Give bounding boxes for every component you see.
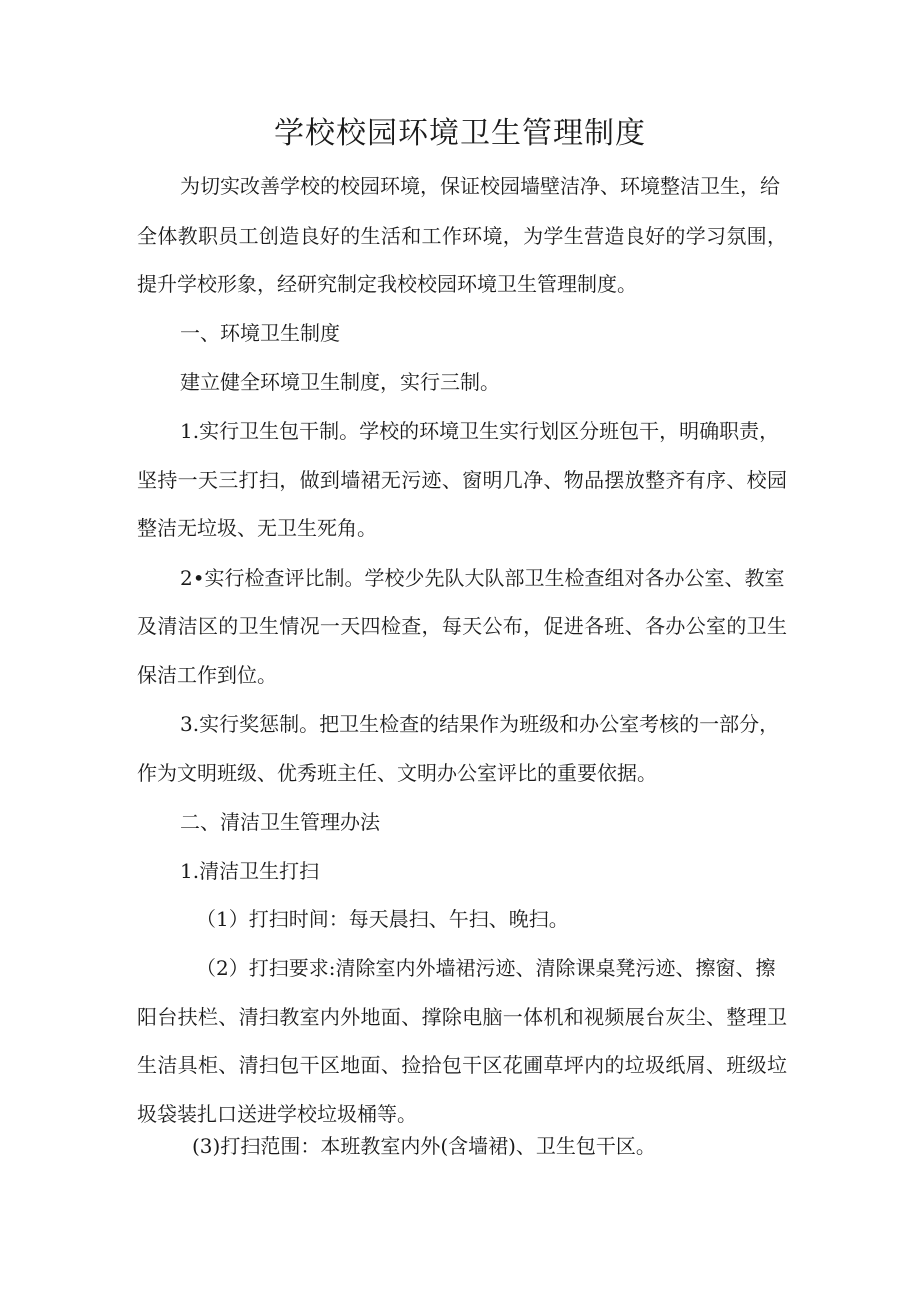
paragraph-line: （1）打扫时间：每天晨扫、午扫、晚扫。 [196, 907, 569, 931]
section-heading: 二、清洁卫生管理办法 [180, 810, 380, 834]
paragraph-line: 圾袋装扎口送进学校垃圾桶等。 [137, 1102, 417, 1126]
paragraph-line: 提升学校形象，经研究制定我校校园环境卫生管理制度。 [137, 272, 637, 296]
paragraph-line: 建立健全环境卫生制度，实行三制。 [180, 370, 500, 394]
paragraph-line: 生洁具柜、清扫包干区地面、捡拾包干区花圃草坪内的垃圾纸屑、班级垃 [137, 1053, 787, 1077]
paragraph-line: 坚持一天三打扫，做到墙裙无污迹、窗明几净、物品摆放整齐有序、校园 [137, 468, 787, 492]
paragraph-line: 保洁工作到位。 [137, 663, 277, 687]
paragraph-line: 1.实行卫生包干制。学校的环境卫生实行划区分班包干，明确职责， [180, 419, 780, 443]
paragraph-line: 为切实改善学校的校园环境，保证校园墙壁洁净、环境整洁卫生，给 [180, 174, 780, 198]
section-heading: 一、环境卫生制度 [180, 321, 340, 345]
paragraph-line: 整洁无垃圾、无卫生死角。 [137, 516, 377, 540]
paragraph-line: (3)打扫范围：本班教室内外(含墙裙)、卫生包干区。 [192, 1134, 656, 1158]
paragraph-line: 及清洁区的卫生情况一天四检查，每天公布，促进各班、各办公室的卫生 [137, 614, 787, 638]
document-title: 学校校园环境卫生管理制度 [274, 116, 646, 151]
paragraph-line: 作为文明班级、优秀班主任、文明办公室评比的重要依据。 [137, 761, 657, 785]
paragraph-line: 全体教职员工创造良好的生活和工作环境，为学生营造良好的学习氛围， [137, 224, 787, 248]
paragraph-line: （2）打扫要求:清除室内外墙裙污迹、清除课桌凳污迹、擦窗、擦 [196, 956, 776, 980]
paragraph-line: 3.实行奖惩制。把卫生检查的结果作为班级和办公室考核的一部分， [180, 712, 780, 736]
subsection-heading: 1.清洁卫生打扫 [180, 859, 320, 883]
paragraph-line: 阳台扶栏、清扫教室内外地面、撑除电脑一体机和视频展台灰尘、整理卫 [137, 1005, 787, 1029]
paragraph-line: 2•实行检查评比制。学校少先队大队部卫生检查组对各办公室、教室 [180, 566, 785, 590]
